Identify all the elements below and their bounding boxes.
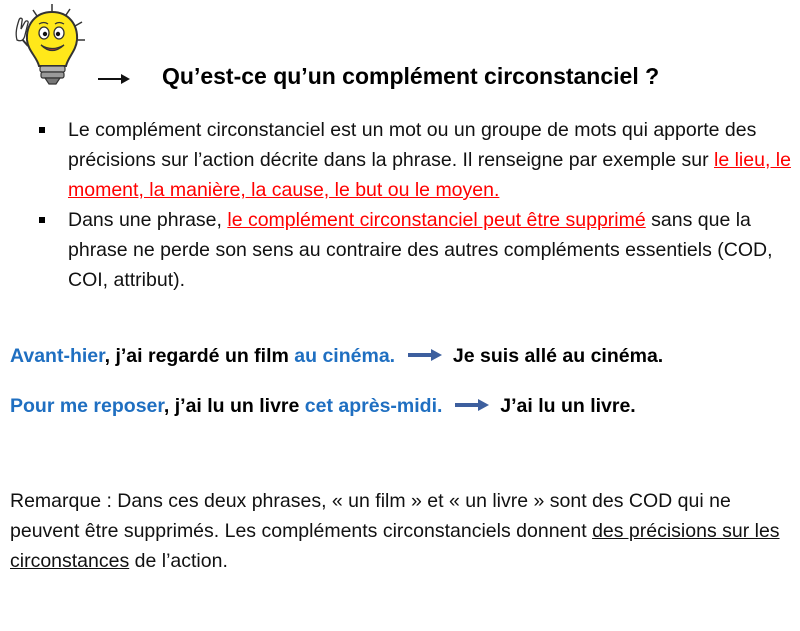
right-arrow-icon — [454, 399, 490, 411]
complement-circonstanciel: cet après-midi. — [304, 395, 443, 417]
example-sentence — [10, 345, 663, 368]
remark-text: Remarque : Dans ces deux phrases, « un film » et « un livre » sont des COD qui ne peuvent être supprimés. Les compléments circonstanciels donnent — [10, 490, 731, 542]
complement-circonstanciel: au cinéma. — [294, 345, 396, 367]
underlined-text: des précisions sur les circonstances — [10, 520, 780, 572]
remark-text-end: de l’action. — [129, 550, 228, 572]
sentence-core: , j’ai lu un livre — [163, 395, 305, 417]
example-sentence — [10, 395, 636, 418]
highlighted-text: le lieu, le moment, la manière, la cause, le but ou le moyen. — [68, 149, 791, 201]
right-arrow-icon — [97, 72, 131, 86]
list-item — [35, 115, 795, 205]
bullet-text: Dans une phrase, — [68, 209, 228, 231]
square-bullet-icon — [39, 217, 45, 223]
list-item — [35, 205, 795, 295]
bullet-text: Le complément circonstanciel est un mot ou un groupe de mots qui apporte des précisions sur l’action décrite dans la phrase. Il renseigne par exemple sur — [68, 119, 757, 171]
lightbulb-mascot-icon — [8, 2, 88, 88]
sentence-core: , j’ai regardé un film — [104, 345, 295, 367]
bullet-text-end: sans que la phrase ne perde son sens au contraire des autres compléments essentiels (COD, COI, attribut). — [68, 209, 773, 291]
definition-list — [35, 115, 795, 295]
square-bullet-icon — [39, 127, 45, 133]
complement-circonstanciel: Avant-hier — [10, 345, 105, 367]
reduced-sentence: Je suis allé au cinéma. — [452, 345, 664, 367]
remark-paragraph — [10, 486, 795, 576]
reduced-sentence: J’ai lu un livre. — [500, 395, 636, 417]
complement-circonstanciel: Pour me reposer — [10, 395, 164, 417]
highlighted-text: le complément circonstanciel peut être supprimé — [227, 209, 646, 231]
right-arrow-icon — [407, 349, 443, 361]
page-title: Qu’est-ce qu’un complément circonstanciel ? — [162, 63, 660, 89]
